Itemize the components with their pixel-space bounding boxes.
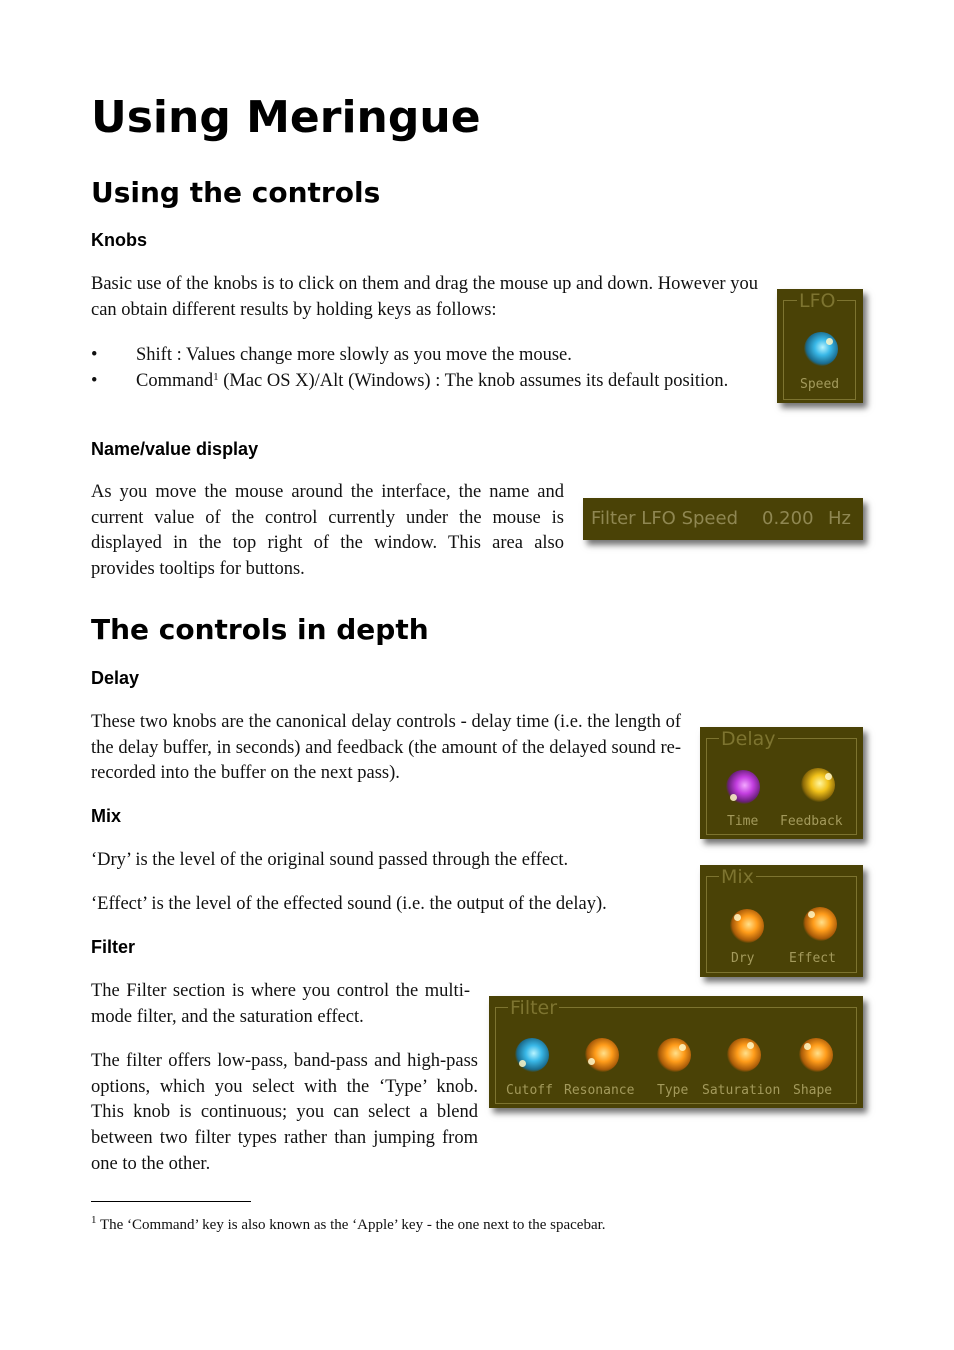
filter-panel-title: Filter (510, 997, 558, 1019)
filter-shape-label: Shape (793, 1083, 833, 1098)
filter-type-paragraph: The filter offers low-pass, band-pass and high-pass options, which you select with the ‘Type’ knob. This knob is continuous; you can select a blend between two filter types rather than jumping from one to the other. (91, 1051, 478, 1174)
filter-type-label: Type (657, 1083, 689, 1098)
delay-panel (700, 727, 863, 839)
section-heading-controls-in-depth: The controls in depth (91, 613, 429, 646)
subheading-mix: Mix (91, 806, 122, 826)
filter-saturation-knob[interactable] (727, 1038, 761, 1072)
filter-shape-knob[interactable] (799, 1038, 833, 1072)
filter-cutoff-label: Cutoff (506, 1083, 553, 1098)
knob-pointer (730, 794, 737, 801)
mix-effect-label: Effect (789, 951, 836, 966)
filter-panel (489, 996, 863, 1108)
delay-paragraph: These two knobs are the canonical delay controls - delay time (i.e. the length of the delay buffer, in seconds) and feedback (the amount of the delayed sound re-recorded into the buffer on the next pass). (91, 712, 681, 784)
filter-cutoff-knob[interactable] (515, 1038, 549, 1072)
delay-time-label: Time (727, 814, 759, 829)
delay-feedback-knob[interactable] (801, 768, 835, 802)
bullet-mark: • (91, 370, 98, 391)
filter-intro-paragraph: The Filter section is where you control the multi-mode filter, and the saturation effect. (91, 981, 470, 1027)
delay-feedback-label: Feedback (780, 814, 843, 829)
footnote-divider (91, 1201, 251, 1202)
knob-pointer (519, 1060, 526, 1067)
lfo-speed-knob[interactable] (804, 332, 838, 366)
mix-effect-knob[interactable] (803, 907, 837, 941)
mix-panel (700, 865, 863, 977)
knob-pointer (804, 1043, 811, 1050)
knob-pointer (679, 1044, 686, 1051)
display-control-unit: Hz (828, 508, 851, 529)
footnote-ref[interactable]: 1 (213, 370, 219, 383)
filter-saturation-label: Saturation (702, 1083, 781, 1098)
knobs-intro-paragraph: Basic use of the knobs is to click on them and drag the mouse up and down. However you can obtain different results by holding keys as follows: (91, 274, 758, 320)
knob-modifier-list (91, 343, 751, 394)
bullet-mark: • (91, 345, 98, 365)
bullet-text-command-post: (Mac OS X)/Alt (Windows) : The knob assumes its default position. (218, 370, 729, 391)
section-heading-using-controls: Using the controls (91, 176, 381, 209)
mix-effect-paragraph: ‘Effect’ is the level of the effected sound (i.e. the output of the delay). (91, 894, 607, 914)
bullet-text-command-pre: Command (136, 370, 214, 391)
subheading-filter: Filter (91, 937, 136, 957)
filter-resonance-knob[interactable] (585, 1038, 619, 1072)
knob-pointer (734, 914, 741, 921)
page-title: Using Meringue (91, 92, 481, 143)
delay-panel-title: Delay (721, 728, 776, 750)
subheading-delay: Delay (91, 668, 140, 688)
footnote-text: The ‘Command’ key is also known as the ‘Apple’ key - the one next to the spacebar. (96, 1217, 606, 1233)
display-paragraph: As you move the mouse around the interface, the name and current value of the control currently under the mouse is displayed in the top right of the window. This area also provides tooltips for buttons. (91, 482, 564, 580)
list-item (91, 343, 751, 369)
display-control-value: 0.200 (762, 508, 814, 529)
name-value-display (583, 498, 863, 540)
mix-panel-title: Mix (721, 866, 754, 888)
bullet-text-shift: Shift : Values change more slowly as you move the mouse. (136, 345, 572, 365)
knob-pointer (808, 911, 815, 918)
mix-dry-knob[interactable] (730, 909, 764, 943)
knob-pointer (747, 1042, 754, 1049)
knob-pointer (826, 338, 833, 345)
filter-resonance-label: Resonance (564, 1083, 635, 1098)
lfo-panel (777, 289, 863, 403)
footnote-number: 1 (91, 1214, 97, 1226)
lfo-panel-title: LFO (799, 290, 836, 312)
list-item (91, 369, 751, 395)
subheading-knobs: Knobs (91, 230, 147, 250)
knob-pointer (825, 773, 832, 780)
subheading-name-value-display: Name/value display (91, 439, 259, 459)
footnote (91, 1215, 606, 1235)
mix-dry-paragraph: ‘Dry’ is the level of the original sound passed through the effect. (91, 850, 569, 870)
mix-dry-label: Dry (731, 951, 755, 966)
lfo-speed-label: Speed (800, 377, 840, 392)
display-control-name: Filter LFO Speed (591, 508, 738, 529)
knob-pointer (588, 1058, 595, 1065)
filter-type-knob[interactable] (657, 1038, 691, 1072)
delay-time-knob[interactable] (726, 770, 760, 804)
